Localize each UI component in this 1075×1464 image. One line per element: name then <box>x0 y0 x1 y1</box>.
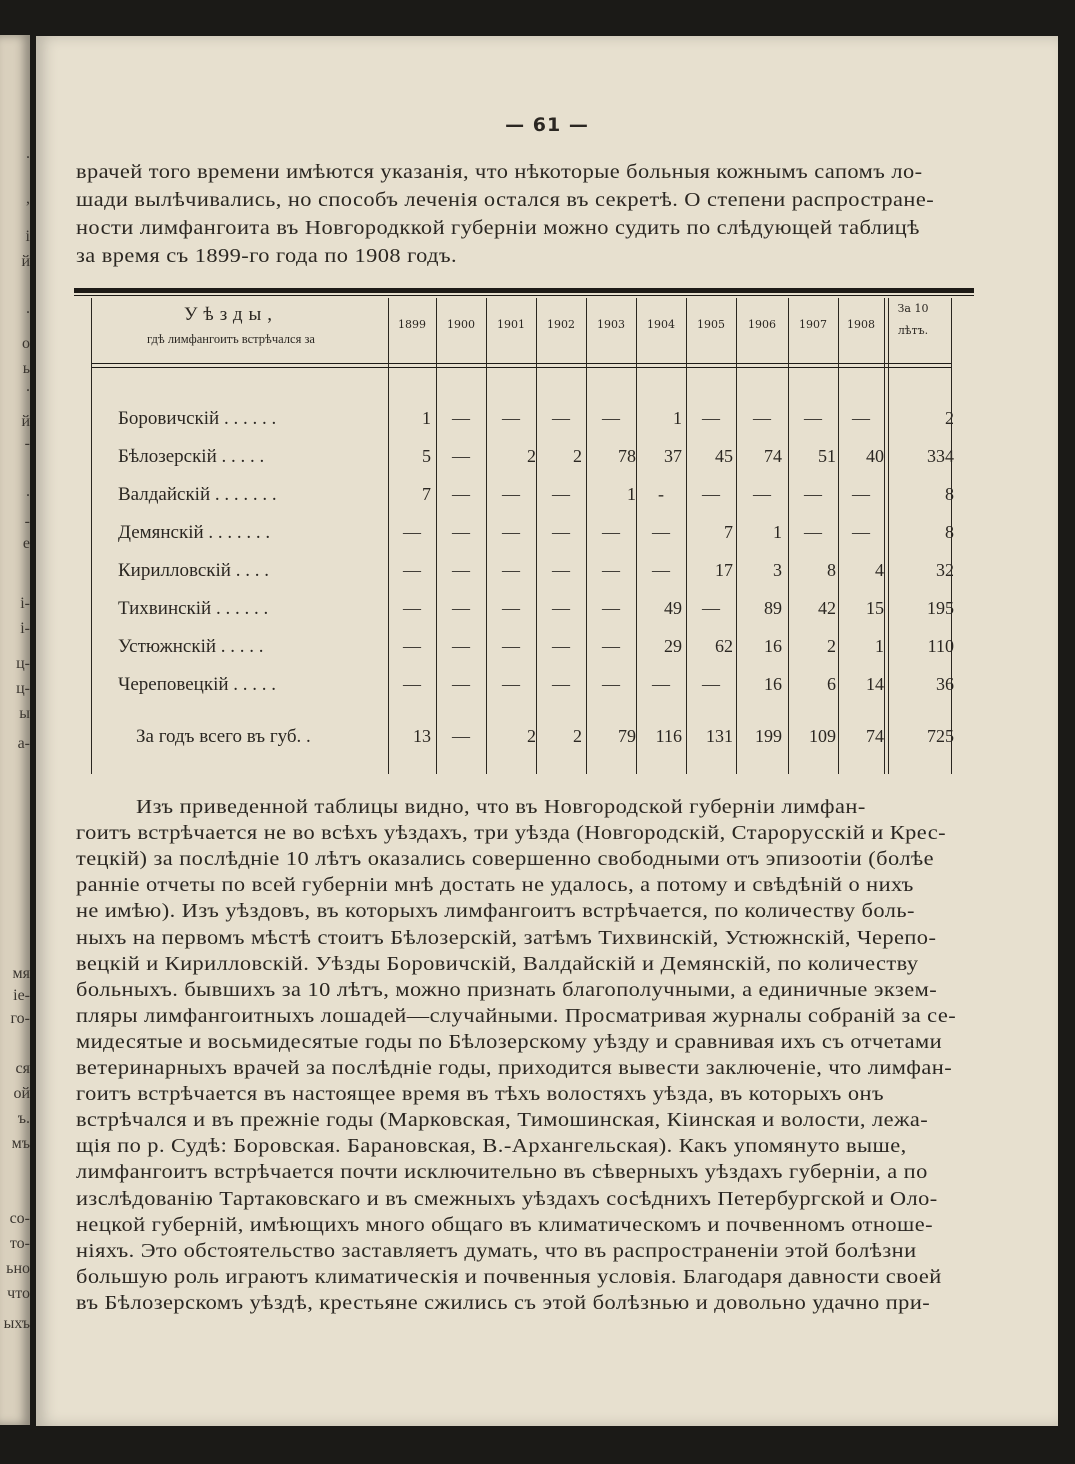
body-line: мидесятые и восьмидесятые годы по Бѣлозерскому уѣзду и сравнивая ихъ съ отчетами <box>76 1030 943 1053</box>
table-cell: 45 <box>715 446 733 466</box>
row-total: 2 <box>945 408 954 428</box>
left-page-fragment: і <box>25 228 30 245</box>
body-line: большую роль играютъ климатическія и почвенныя условія. Благодаря давности своей <box>76 1265 942 1288</box>
row-total: 32 <box>936 560 954 580</box>
table-cell: 5 <box>422 446 431 466</box>
table-cell: — <box>652 522 670 542</box>
table-cell: — <box>403 598 421 618</box>
district-name: Демянскій . . . . . . . <box>118 522 271 543</box>
left-page-fragment: то- <box>9 1235 30 1252</box>
total-header-line-1: За 10 <box>897 302 929 315</box>
year-header: 1899 <box>398 318 426 331</box>
table-cell: — <box>753 408 771 428</box>
left-page-fragment: й <box>21 253 30 270</box>
table-cell: — <box>452 522 470 542</box>
table-cell: — <box>602 598 620 618</box>
table-cell: — <box>753 484 771 504</box>
district-name: Боровичскій . . . . . . <box>118 408 277 429</box>
table-cell: — <box>403 636 421 656</box>
left-page-fragment: і- <box>20 620 30 637</box>
year-header: 1906 <box>748 318 776 331</box>
table-cell: 131 <box>706 726 733 746</box>
table-cell: — <box>452 636 470 656</box>
header-title: Уѣзды, <box>183 304 279 325</box>
table-cell: — <box>502 560 520 580</box>
table-column-rule <box>536 298 537 774</box>
body-line: Изъ приведенной таблицы видно, что въ Новгородской губерніи лимфан- <box>136 796 866 818</box>
body-line: гоитъ встрѣчается не во всѣхъ уѣздахъ, три уѣзда (Новгородскій, Старорусскій и Крес- <box>76 822 946 845</box>
table-top-rule-thin <box>74 295 974 296</box>
district-name: Устюжнскій . . . . . <box>118 636 264 657</box>
row-total: 8 <box>945 522 954 542</box>
table-cell: 4 <box>875 560 884 580</box>
table-column-rule <box>838 298 839 774</box>
table-cell: — <box>602 560 620 580</box>
table-cell: 74 <box>866 726 884 746</box>
table-cell: 2 <box>527 446 536 466</box>
table-header-rule-2 <box>91 367 951 368</box>
table-column-rule <box>888 298 889 774</box>
table-cell: 2 <box>573 726 582 746</box>
body-line: нецкой губерній, имѣющихъ много общаго въ климатическомъ и почвенномъ отноше- <box>76 1213 934 1236</box>
table-cell: — <box>403 522 421 542</box>
table-cell: — <box>502 522 520 542</box>
row-total: 334 <box>927 446 954 466</box>
left-page-fragment: о <box>22 335 30 352</box>
table-cell: — <box>452 726 470 746</box>
body-line: не имѣю). Изъ уѣздовъ, въ которыхъ лимфангоитъ встрѣчается, по количеству боль- <box>76 900 915 923</box>
page-number: — 61 — <box>505 114 589 136</box>
table-cell: 1 <box>627 484 636 504</box>
row-total: 725 <box>927 726 954 746</box>
table-cell: 29 <box>664 636 682 656</box>
table-cell: 2 <box>827 636 836 656</box>
table-cell: 74 <box>764 446 782 466</box>
left-page-fragment: ьно <box>6 1260 30 1277</box>
left-page-fragment: і- <box>20 595 30 612</box>
body-line: ветеринарныхъ врачей за послѣдніе годы, приходится вывести заключеніе, что лимфан- <box>76 1057 953 1079</box>
left-page-fragment: что <box>7 1285 30 1302</box>
table-cell: — <box>804 408 822 428</box>
table-cell: 116 <box>655 726 682 746</box>
table-cell: — <box>502 598 520 618</box>
table-cell: — <box>804 522 822 542</box>
row-total: 195 <box>927 598 954 618</box>
body-line: лимфангоитъ встрѣчается почти исключительно въ сѣверныхъ уѣздахъ губерніи, а по <box>76 1161 928 1184</box>
table-cell: 42 <box>818 598 836 618</box>
table-top-rule <box>74 288 974 293</box>
body-line: щія по р. Судѣ: Боровская. Барановская, В.-Архангельская). Какъ упомянуто выше, <box>76 1135 907 1158</box>
body-line: пляры лимфангоитныхъ лошадей—случайными. Просматривая журналы собраній за се- <box>76 1004 957 1027</box>
table-cell: — <box>502 636 520 656</box>
year-header: 1905 <box>697 318 725 331</box>
book-page <box>36 36 1058 1426</box>
body-line: ніяхъ. Это обстоятельство заставляетъ думать, что въ распространеніи этой болѣзни <box>76 1239 917 1262</box>
year-header: 1908 <box>847 318 875 331</box>
left-page-fragment: , <box>26 190 30 207</box>
table-column-rule <box>788 298 789 774</box>
table-cell: — <box>552 484 570 504</box>
table-cell: 1 <box>773 522 782 542</box>
table-header-total <box>888 298 938 342</box>
year-header: 1902 <box>547 318 575 331</box>
table-cell: — <box>502 484 520 504</box>
table-column-rule <box>884 298 885 774</box>
table-column-rule <box>686 298 687 774</box>
table-column-rule <box>91 298 92 774</box>
table-cell: 1 <box>875 636 884 656</box>
body-line: ранніе отчеты по всей губерніи мнѣ достать не удалось, а потому и свѣдѣній о нихъ <box>76 874 914 897</box>
table-cell: — <box>602 522 620 542</box>
body-line: встрѣчался и въ прежніе годы (Марковская, Тимошинская, Кіинская и волости, лежа- <box>76 1109 929 1132</box>
left-page-fragment: ой <box>13 1085 30 1102</box>
table-cell: 79 <box>618 726 636 746</box>
table-column-rule <box>586 298 587 774</box>
table-cell: — <box>452 674 470 694</box>
table-cell: — <box>552 674 570 694</box>
table-column-rule <box>736 298 737 774</box>
intro-line: за время съ 1899-го года по 1908 годъ. <box>76 245 458 267</box>
table-cell: — <box>403 560 421 580</box>
table-cell: — <box>702 408 720 428</box>
table-cell: 40 <box>866 446 884 466</box>
left-page-fragment: . <box>26 378 30 395</box>
table-cell: — <box>702 598 720 618</box>
table-cell: 16 <box>764 636 782 656</box>
body-line: ныхъ на первомъ мѣстѣ стоитъ Бѣлозерскій, затѣмъ Тихвинскій, Устюжнскій, Черепо- <box>76 926 937 949</box>
year-header: 1904 <box>647 318 675 331</box>
district-name: Бѣлозерскій . . . . . <box>118 446 265 467</box>
table-cell: — <box>552 560 570 580</box>
left-page-fragment: . <box>26 483 30 500</box>
table-cell: 89 <box>764 598 782 618</box>
row-total: 110 <box>927 636 954 656</box>
left-page-fragment: - <box>24 435 30 452</box>
table-column-rule <box>636 298 637 774</box>
table-cell: — <box>502 408 520 428</box>
table-cell: — <box>452 408 470 428</box>
left-page-fragment: іе- <box>13 987 30 1004</box>
table-cell: — <box>403 674 421 694</box>
table-column-rule <box>486 298 487 774</box>
district-name: Валдайскій . . . . . . . <box>118 484 277 505</box>
table-cell: — <box>602 674 620 694</box>
table-cell: 78 <box>618 446 636 466</box>
left-page-fragment: . <box>26 145 30 162</box>
table-cell: 1 <box>422 408 431 428</box>
table-cell: — <box>452 560 470 580</box>
table-cell: 14 <box>866 674 884 694</box>
body-line: гоитъ встрѣчается въ настоящее время въ тѣхъ волостяхъ уѣзда, въ которыхъ онъ <box>76 1083 884 1106</box>
table-cell: 51 <box>818 446 836 466</box>
year-header: 1900 <box>447 318 475 331</box>
table-cell: — <box>852 484 870 504</box>
year-header: 1901 <box>497 318 525 331</box>
table-header-rule <box>91 363 951 364</box>
adjacent-page-edge <box>0 35 30 1425</box>
left-page-fragment: ыхъ <box>3 1315 30 1332</box>
left-page-fragment: мъ <box>11 1135 30 1152</box>
body-line: изслѣдованію Тартаковскаго и въ смежныхъ уѣздахъ сосѣднихъ Петербургской и Оло- <box>76 1187 938 1210</box>
district-name: Тихвинскій . . . . . . <box>118 598 269 619</box>
table-cell: 3 <box>773 560 782 580</box>
table-cell: — <box>552 408 570 428</box>
left-page-fragment: ц- <box>16 680 30 697</box>
header-subtitle: гдѣ лимфангоитъ встрѣчался за <box>147 332 315 346</box>
table-cell: 2 <box>527 726 536 746</box>
left-page-fragment: ь <box>22 360 30 377</box>
district-name: Череповецкій . . . . . <box>118 674 277 695</box>
table-cell: — <box>804 484 822 504</box>
table-cell: — <box>552 636 570 656</box>
year-header: 1907 <box>799 318 827 331</box>
intro-line: врачей того времени имѣются указанія, что нѣкоторые больныя кожнымъ сапомъ ло- <box>76 161 923 183</box>
table-cell: — <box>852 408 870 428</box>
table-cell: 49 <box>664 598 682 618</box>
left-page-fragment: - <box>24 513 30 530</box>
body-line: вецкій и Кирилловскій. Уѣзды Боровичскій, Валдайскій и Демянскій, по количеству <box>76 952 919 975</box>
table-cell: 8 <box>827 560 836 580</box>
table-cell: 62 <box>715 636 733 656</box>
table-cell: — <box>602 636 620 656</box>
table-cell: — <box>452 484 470 504</box>
table-cell: — <box>652 674 670 694</box>
year-header: 1903 <box>597 318 625 331</box>
table-column-rule <box>436 298 437 774</box>
table-cell: — <box>702 484 720 504</box>
left-page-fragment: го- <box>10 1010 30 1027</box>
body-line: въ Бѣлозерскомъ уѣздѣ, крестьяне сжились съ этой болѣзнью и довольно удачно при- <box>76 1291 931 1314</box>
left-page-fragment: . <box>26 300 30 317</box>
table-cell: 7 <box>422 484 431 504</box>
row-total: 8 <box>945 484 954 504</box>
summary-label: За годъ всего въ губ. . <box>136 726 311 747</box>
table-cell: 199 <box>755 726 782 746</box>
intro-line: ности лимфангоита въ Новгородккой губерніи можно судить по слѣдующей таблицѣ <box>76 217 920 239</box>
body-line: тецкій) за послѣдніе 10 лѣтъ оказались совершенно свободными отъ эпизоотіи (болѣе <box>76 848 934 871</box>
table-column-rule <box>388 298 389 774</box>
table-cell: - <box>658 484 664 504</box>
table-cell: 1 <box>673 408 682 428</box>
left-page-fragment: со- <box>9 1210 30 1227</box>
table-cell: 7 <box>724 522 733 542</box>
table-cell: — <box>452 446 470 466</box>
table-cell: 15 <box>866 598 884 618</box>
left-page-fragment: ы <box>19 705 30 722</box>
table-cell: 16 <box>764 674 782 694</box>
table-cell: — <box>552 522 570 542</box>
left-page-fragment: мя <box>12 965 30 982</box>
left-page-fragment: а- <box>17 735 30 752</box>
table-cell: — <box>702 674 720 694</box>
table-cell: — <box>552 598 570 618</box>
district-name: Кирилловскій . . . . <box>118 560 269 581</box>
table-cell: 2 <box>573 446 582 466</box>
total-header-line-2: лѣтъ. <box>897 324 929 337</box>
table-cell: 6 <box>827 674 836 694</box>
table-cell: — <box>652 560 670 580</box>
left-page-fragment: ъ. <box>17 1110 30 1127</box>
table-cell: 13 <box>413 726 431 746</box>
table-cell: — <box>602 408 620 428</box>
table-cell: 17 <box>715 560 733 580</box>
table-cell: — <box>452 598 470 618</box>
table-cell: 37 <box>664 446 682 466</box>
left-page-fragment: й <box>21 413 30 430</box>
left-page-fragment: е <box>22 535 30 552</box>
row-total: 36 <box>936 674 954 694</box>
table-header-district <box>96 304 366 347</box>
table-cell: — <box>852 522 870 542</box>
intro-line: шади вылѣчивались, но способъ леченія остался въ секретѣ. О степени распростране- <box>76 189 935 211</box>
table-cell: 109 <box>809 726 836 746</box>
left-page-fragment: ц- <box>16 655 30 672</box>
table-cell: — <box>502 674 520 694</box>
left-page-fragment: ся <box>15 1060 30 1077</box>
body-line: больныхъ. бывшихъ за 10 лѣтъ, можно признать благополучными, а единичные экзем- <box>76 978 938 1001</box>
